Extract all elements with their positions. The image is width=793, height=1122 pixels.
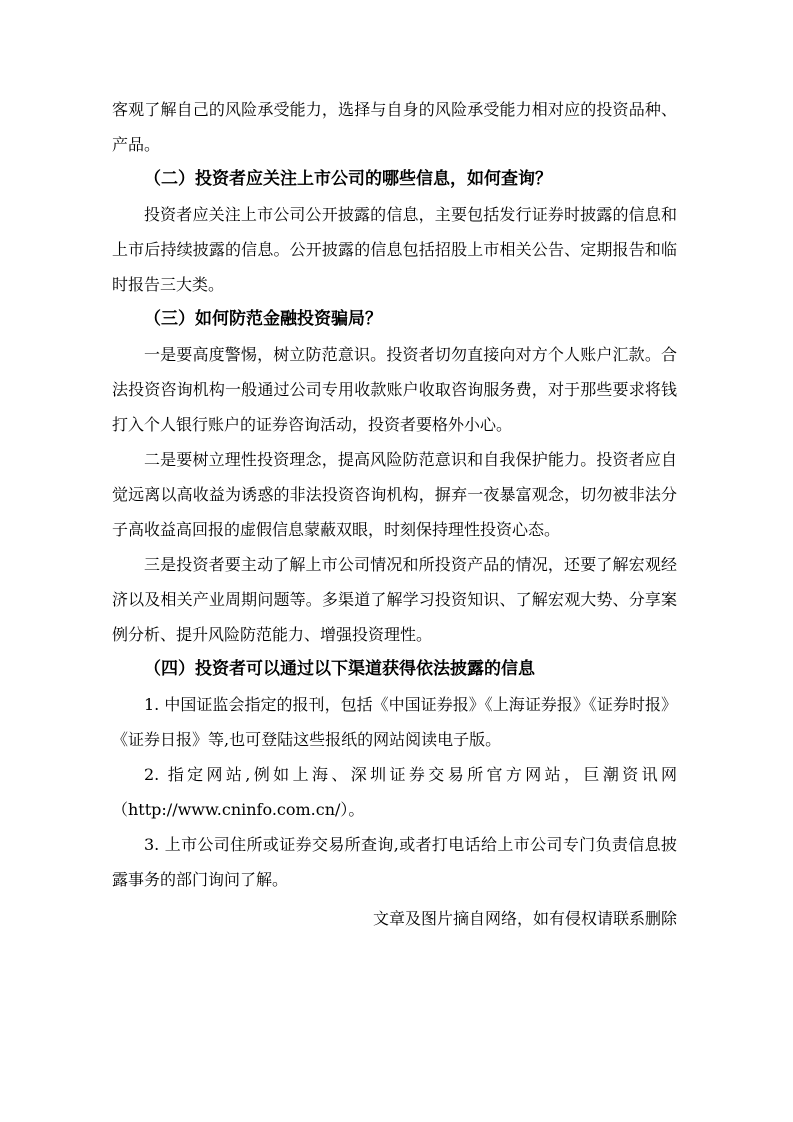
- paragraph-fraud-point-1: 一是要高度警惕，树立防范意识。投资者切勿直接向对方个人账户汇款。合法投资咨询机构一般通过公司专用收款账户收取咨询服务费，对于那些要求将钱打入个人银行账户的证券咨询活动，投资者要格外小心。: [112, 345, 677, 434]
- paragraph-disclosure-info: 投资者应关注上市公司公开披露的信息，主要包括发行证券时披露的信息和上市后持续披露的信息。公开披露的信息包括招股上市相关公告、定期报告和临时报告三大类。: [112, 205, 677, 294]
- paragraph-channel-3-inquiry: 3. 上市公司住所或证券交易所查询,或者打电话给上市公司专门负责信息披露事务的部门询问了解。: [112, 835, 677, 889]
- heading-section-4-information-channels: （四）投资者可以通过以下渠道获得依法披露的信息: [144, 659, 535, 679]
- paragraph-risk-tolerance-continuation: 客观了解自己的风险承受能力，选择与自身的风险承受能力相对应的投资品种、产品。: [112, 100, 677, 154]
- attribution-note: 文章及图片摘自网络，如有侵权请联系删除: [372, 909, 677, 928]
- paragraph-fraud-point-2: 二是要树立理性投资理念，提高风险防范意识和自我保护能力。投资者应自觉远离以高收益为诱惑的非法投资咨询机构，摒弃一夜暴富观念，切勿被非法分子高收益高回报的虚假信息蒙蔽双眼，时刻保持理性投资心态。: [112, 450, 677, 539]
- paragraph-channel-1-newspapers: 1. 中国证监会指定的报刊，包括《中国证券报》《上海证券报》《证券时报》《证券日报》等,也可登陆这些报纸的网站阅读电子版。: [112, 695, 677, 749]
- document-content: [112, 92, 677, 936]
- heading-section-2-company-information: （二）投资者应关注上市公司的哪些信息，如何查询？: [144, 169, 552, 189]
- paragraph-fraud-point-3: 三是投资者要主动了解上市公司情况和所投资产品的情况，还要了解宏观经济以及相关产业周期问题等。多渠道了解学习投资知识、了解宏观大势、分享案例分析、提升风险防范能力、增强投资理性。: [112, 555, 677, 644]
- paragraph-channel-2-websites: 2. 指定网站,例如上海、深圳证券交易所官方网站，巨潮资讯网（http://www.cninfo.com.cn/）。: [112, 765, 677, 819]
- heading-section-3-fraud-prevention: （三）如何防范金融投资骗局？: [144, 309, 382, 329]
